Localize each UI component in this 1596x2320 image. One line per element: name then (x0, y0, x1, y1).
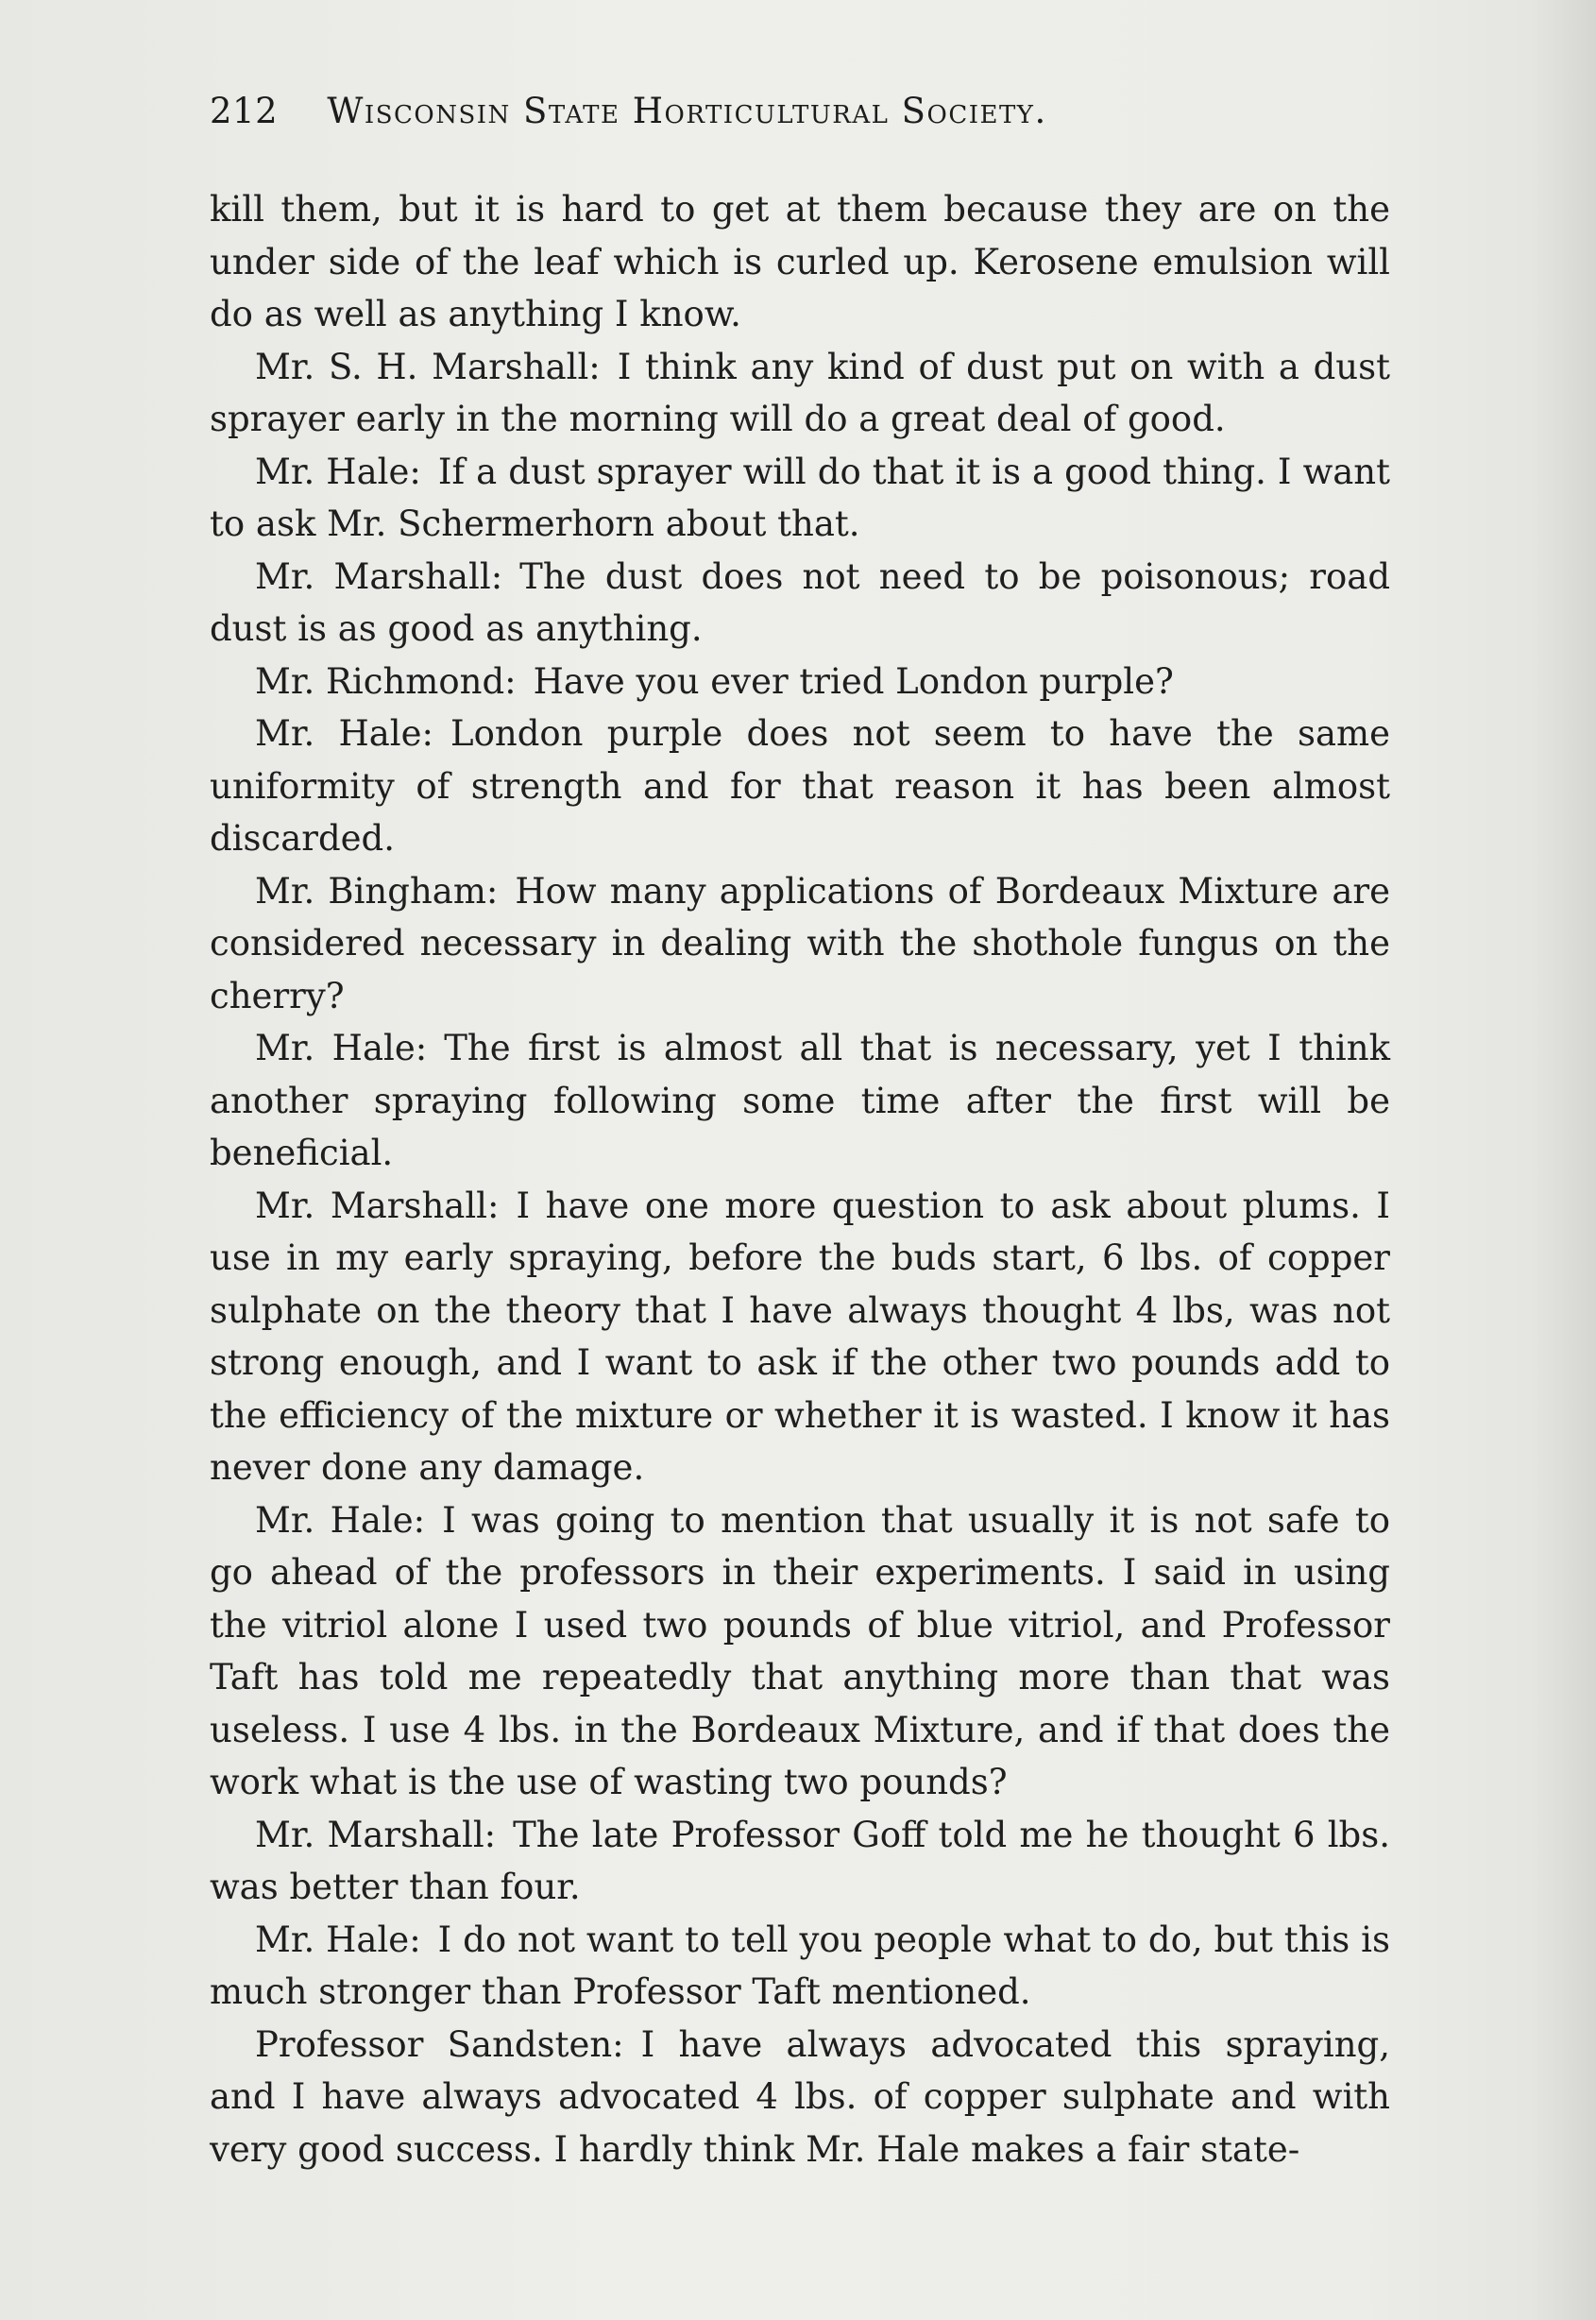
running-title: Wisconsin State Horticultural Society. (327, 91, 1047, 131)
paragraph-text: If a dust sprayer will do that it is a good thing. I want to ask Mr. Schermerhorn about that. (210, 451, 1390, 544)
paragraph (210, 865, 1390, 1023)
paragraph (210, 1494, 1390, 1809)
body-text (210, 183, 1390, 2175)
paragraph-text: London purple does not seem to have the same uniformity of strength and for that reason it has been almost discarded. (210, 713, 1390, 859)
paragraph (210, 1809, 1390, 1914)
paragraph-text: The first is almost all that is necessary, yet I think another spraying following some time after the first will be beneficial. (210, 1028, 1390, 1173)
speaker-name: Mr. Marshall: (255, 1185, 500, 1226)
paragraph-text: kill them, but it is hard to get at them because they are on the under side of the leaf which is curled up. Kerosene emulsion will do as well as anything I know. (210, 189, 1390, 334)
page-edge-shadow (1530, 0, 1596, 2320)
speaker-name: Mr. S. H. Marshall: (255, 346, 601, 387)
paragraph-text: I think any kind of dust put on with a dust sprayer early in the morning will do a great deal of good. (210, 346, 1390, 439)
paragraph (210, 708, 1390, 865)
paragraph (210, 1180, 1390, 1494)
speaker-name: Mr. Marshall: (255, 1814, 497, 1855)
paragraph-text: The dust does not need to be poisonous; road dust is as good as anything. (210, 555, 1391, 649)
paragraph-text: I have always advocated this spraying, and I have always advocated 4 lbs. of copper sulphate and with very good success. I hardly think Mr. Hale makes a fair state- (210, 2023, 1391, 2170)
speaker-name: Mr. Richmond: (255, 660, 517, 702)
running-header (210, 91, 1390, 131)
paragraph-text: The late Professor Goff told me he thought 6 lbs. was better than four. (210, 1814, 1390, 1907)
paragraph (210, 1914, 1390, 2019)
speaker-name: Mr. Hale: (255, 1919, 421, 1960)
paragraph (210, 551, 1390, 656)
paragraph (210, 446, 1390, 551)
speaker-name: Mr. Hale: (255, 451, 421, 492)
speaker-name: Mr. Marshall: (255, 555, 503, 597)
speaker-name: Mr. Bingham: (255, 870, 499, 912)
speaker-name: Mr. Hale: (255, 713, 434, 754)
speaker-name: Mr. Hale: (255, 1499, 426, 1541)
paragraph-text: I do not want to tell you people what to do, but this is much stronger than Professor Taft mentioned. (210, 1919, 1390, 2012)
paragraph-text: I have one more question to ask about plums. I use in my early spraying, before the buds start, 6 lbs. of copper sulphate on the theory that I have always thought 4 lbs, was not strong enough, and I want to ask if the other two pounds add to the efficiency of the mixture or whether it is wasted. I know it has never done any damage. (210, 1185, 1391, 1488)
paragraph (210, 656, 1390, 708)
speaker-name: Mr. Hale: (255, 1028, 428, 1068)
page-number: 212 (210, 91, 279, 131)
paragraph (210, 1022, 1390, 1180)
paragraph-text: How many applications of Bordeaux Mixture are considered necessary in dealing with the shothole fungus on the cherry? (210, 870, 1390, 1016)
paragraph (210, 2019, 1390, 2176)
paragraph (210, 341, 1390, 446)
paragraph-text: Have you ever tried London purple? (533, 660, 1174, 702)
paragraph (210, 183, 1390, 341)
speaker-name: Professor Sandsten: (255, 2023, 624, 2065)
paragraph-text: I was going to mention that usually it is not safe to go ahead of the professors in their experiments. I said in using the vitriol alone I used two pounds of blue vitriol, and Professor Taft has told me repeatedly that anything more than that was useless. I use 4 lbs. in the Bordeaux Mixture, and if that does the work what is the use of wasting two pounds? (210, 1499, 1390, 1802)
